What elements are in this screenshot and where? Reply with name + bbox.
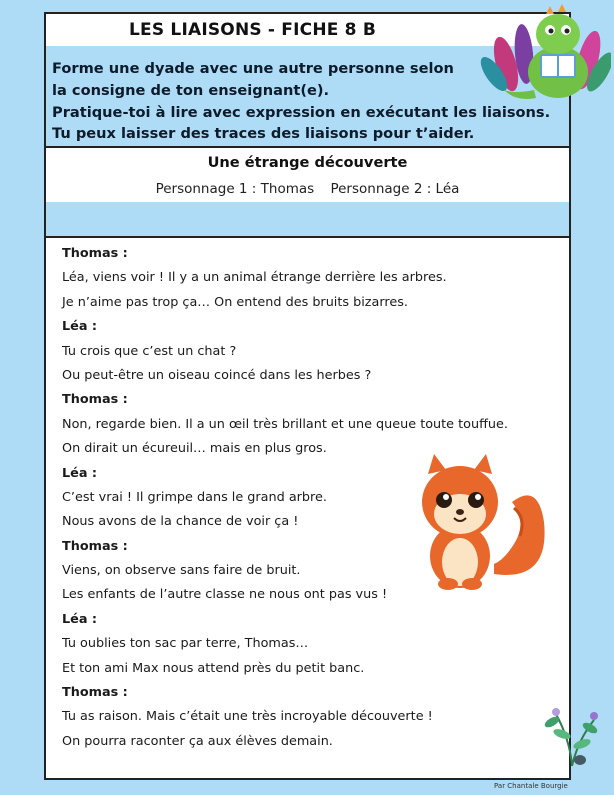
speaker-label: Thomas : (62, 685, 128, 701)
speaker-label: Thomas : (62, 392, 128, 408)
speaker-label: Léa : (62, 465, 98, 481)
instruction-line: Forme une dyade avec une autre personne selon (52, 60, 454, 77)
story-title: Une étrange découverte (207, 154, 408, 171)
speaker-label: Thomas : (62, 538, 128, 554)
dialogue-line: Tu as raison. Mais c’était une très incroyable découverte ! (62, 709, 433, 725)
dialogue-line: Viens, on observe sans faire de bruit. (62, 563, 301, 579)
dialogue-line: Et ton ami Max nous attend près du petit banc. (62, 660, 365, 676)
speaker-label: Léa : (62, 611, 98, 627)
speaker-label: Thomas : (62, 246, 128, 261)
story-header (46, 148, 569, 204)
dialogue-line: Léa, viens voir ! Il y a un animal étrange derrière les arbres. (62, 270, 447, 286)
dialogue-line: On pourra raconter ça aux élèves demain. (62, 733, 333, 749)
dialogue-line: Tu crois que c’est un chat ? (62, 343, 237, 359)
speaker-label: Léa : (62, 319, 98, 335)
dialogue-line: C’est vrai ! Il grimpe dans le grand arbre. (62, 489, 327, 505)
dialogue-line: Les enfants de l’autre classe ne nous ont pas vus ! (62, 587, 388, 603)
squirrel-illustration (410, 452, 550, 594)
instruction-line: la consigne de ton enseignant(e). (52, 81, 330, 99)
plant-illustration (536, 700, 608, 768)
dialogue-line: Non, regarde bien. Il a un œil très brillant et une queue toute touffue. (62, 416, 508, 432)
dialogue-line: Je n’aime pas trop ça… On entend des bruits bizarres. (62, 294, 408, 310)
instruction-line: Pratique-toi à lire avec expression en exécutant les liaisons. (52, 103, 551, 121)
blue-divider-strip (46, 202, 569, 238)
dialogue-line: Nous avons de la chance de voir ça ! (62, 514, 299, 530)
characters-line (46, 181, 569, 197)
page-title: LES LIAISONS - FICHE 8 B (129, 20, 376, 40)
dialogue-line: Tu oublies ton sac par terre, Thomas… (62, 636, 309, 652)
instruction-line: Tu peux laisser des traces des liaisons pour t’aider. (52, 125, 475, 143)
character-2-label: Personnage 2 : Léa (330, 181, 460, 197)
worksheet-frame (44, 12, 571, 780)
author-credit: Par Chantale Bourgie (494, 782, 568, 790)
dialogue-line: Ou peut-être un oiseau coincé dans les herbes ? (62, 367, 372, 383)
character-1-label: Personnage 1 : Thomas (155, 181, 315, 197)
dinosaur-reading-icon (476, 2, 611, 106)
dialogue-line: On dirait un écureuil… mais en plus gros. (62, 441, 327, 457)
